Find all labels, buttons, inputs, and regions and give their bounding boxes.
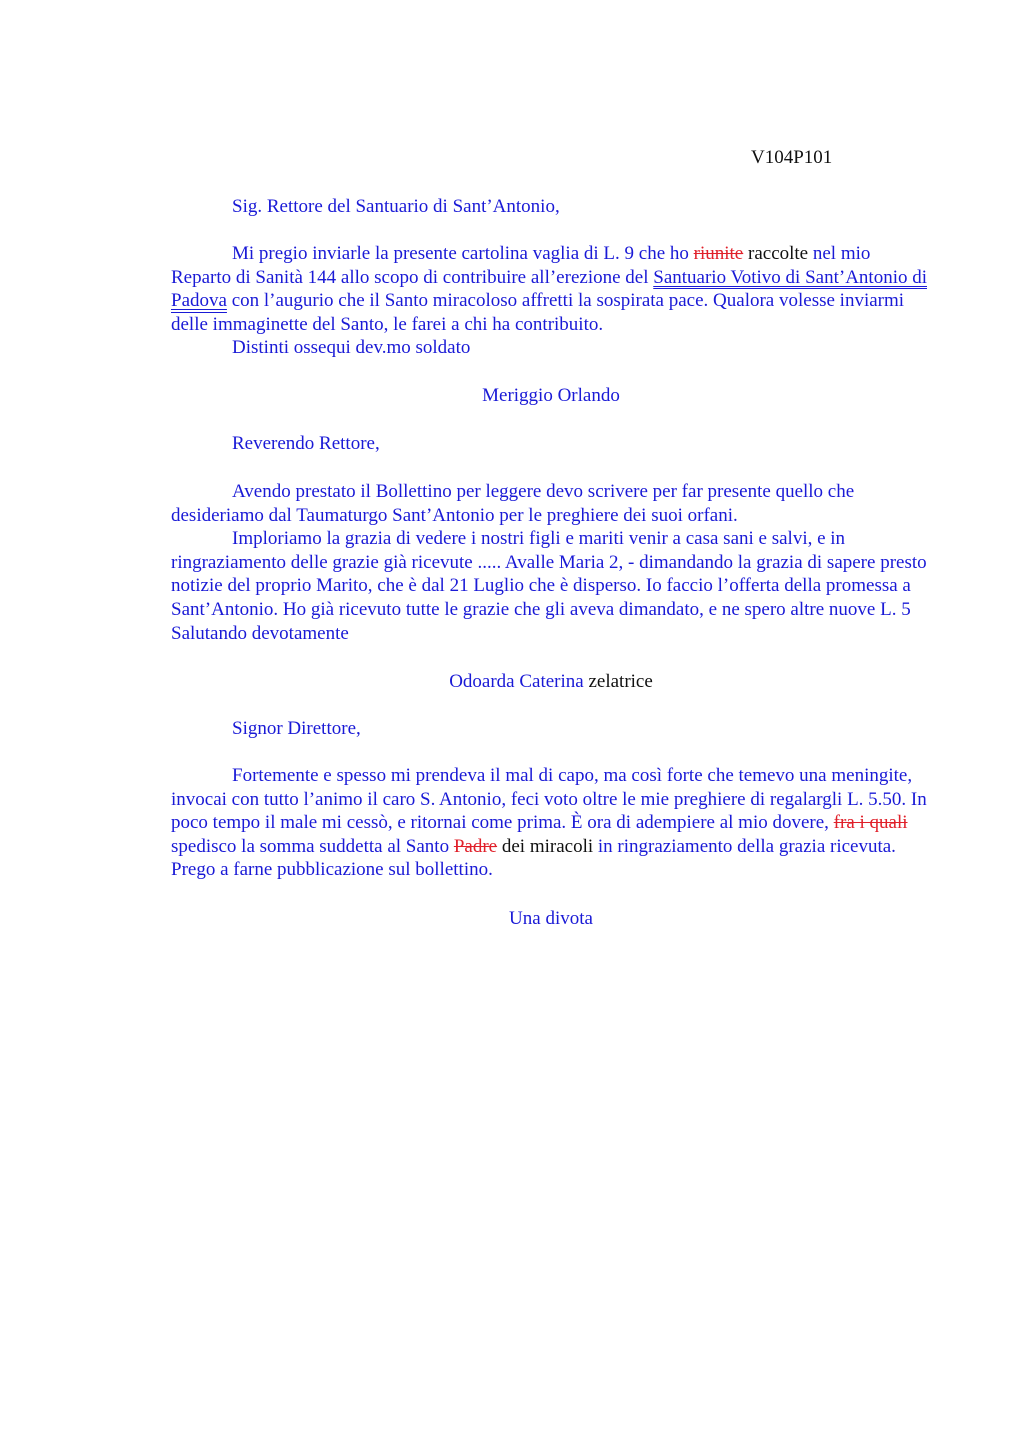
letter-3-body: [171, 764, 931, 882]
deleted-text: riunite: [693, 243, 744, 264]
letter-1-body: [171, 242, 931, 360]
letter-1-closing: Distinti ossequi dev.mo soldato: [232, 337, 471, 359]
letter-3-salutation: Signor Direttore,: [232, 718, 361, 739]
letter-2-signature: Odoarda Caterina zelatrice: [449, 671, 653, 692]
underlined-text: Santuario Votivo di Sant’Antonio di Padova: [171, 266, 927, 312]
letter-1-salutation: Sig. Rettore del Santuario di Sant’Antonio,: [232, 196, 560, 217]
letter-2-paragraph-2: Imploriamo la grazia di vedere i nostri figli e mariti venir a casa sani e salvi, e in ringraziamento delle grazie già ricevute ..... Avalle Maria 2, - dimandando la grazia di sapere presto notizie del proprio Marito, che è dal 21 Luglio che è disperso. Io faccio l’offerta della promessa a Sant’Antonio. Ho già ricevuto tutte le grazie che gli aveva dimandato, e ne spero altre nuove L. 5 Salutando devotamente: [171, 528, 927, 644]
letter-2-salutation: Reverendo Rettore,: [232, 433, 380, 454]
letter-3-paragraph: Fortemente e spesso mi prendeva il mal di capo, ma così forte che temevo una meningite, invocai con tutto l’animo il caro S. Antonio, feci voto oltre le mie preghiere di regalargli L. 5.50. In poco tempo il male mi cessò, e ritornai come prima. È ora di adempiere al mio dovere, fra i quali spedisco la somma suddetta al Santo Padre dei miracoli in ringraziamento della grazia ricevuta. Prego a farne pubblicazione sul bollettino.: [171, 765, 927, 881]
deleted-text: Padre: [453, 835, 498, 857]
document-code: V104P101: [751, 147, 833, 168]
letter-3-signature: Una divota: [509, 908, 593, 929]
inserted-text: dei miracoli: [497, 835, 594, 857]
letter-1-paragraph: Mi pregio inviarle la presente cartolina vaglia di L. 9 che ho riunite raccolte nel mio Reparto di Sanità 144 allo scopo di contribuire all’erezione del Santuario Votivo di Sant’Antonio di Padova con l’augurio che il Santo miracoloso affretti la sospirata pace. Qualora volesse inviarmi delle immaginette del Santo, le farei a chi ha contribuito.: [171, 243, 927, 335]
deleted-text: fra i quali: [833, 812, 908, 834]
letter-1-signature: Meriggio Orlando: [482, 385, 620, 406]
letter-2-paragraph-1: Avendo prestato il Bollettino per leggere devo scrivere per far presente quello che desideriamo dal Taumaturgo Sant’Antonio per le preghiere dei suoi orfani.: [171, 481, 855, 526]
inserted-text: raccolte: [743, 243, 809, 264]
letter-2-body: [171, 480, 931, 645]
